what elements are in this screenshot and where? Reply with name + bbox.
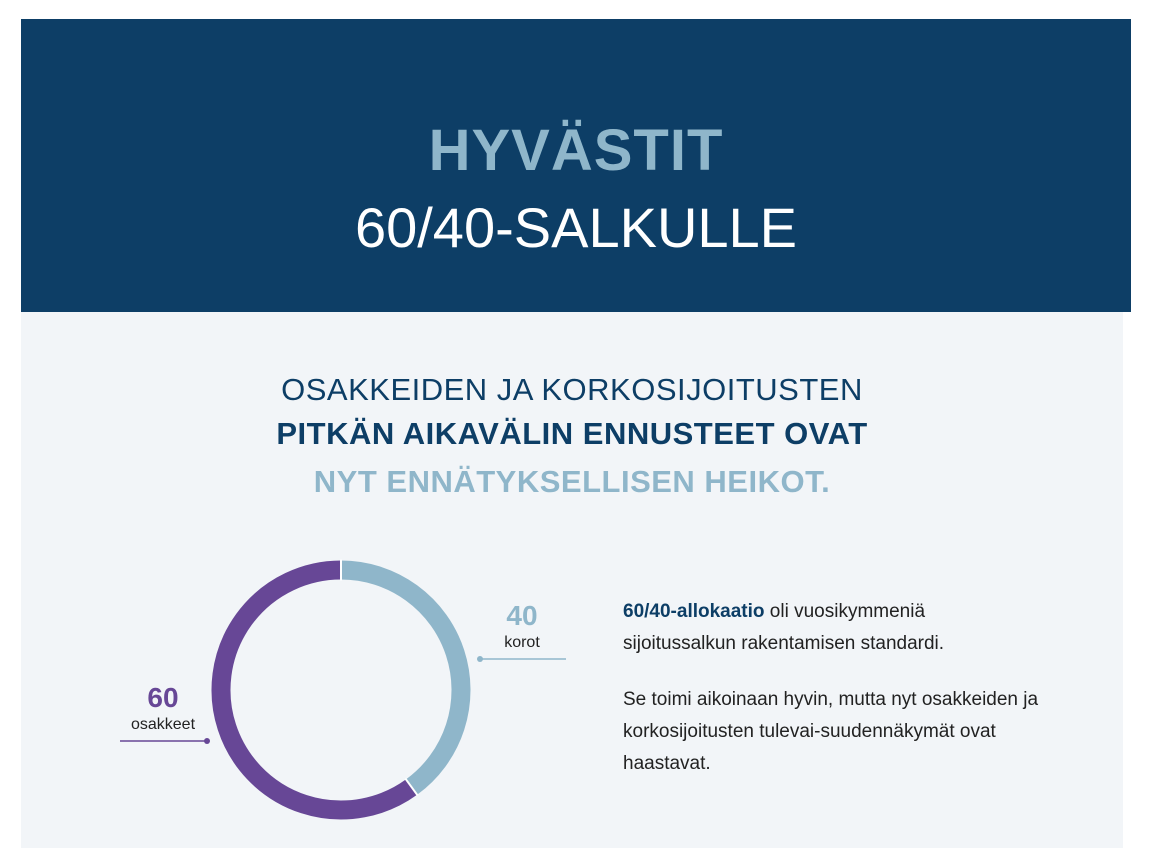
title-line-1: HYVÄSTIT	[428, 118, 724, 183]
paragraph-1-bold: 60/40-allokaatio	[623, 601, 765, 622]
donut-chart	[21, 312, 621, 848]
osakkeet-value-label: 60	[147, 682, 179, 713]
korot-category-label: korot	[504, 634, 540, 651]
paragraph-1-text: oli vuosikymmeniä sijoitussalkun rakentamisen standardi.	[623, 601, 945, 654]
osakkeet-leader-dot	[204, 738, 210, 744]
header-banner	[21, 19, 1131, 312]
korot-leader-dot	[477, 656, 483, 662]
korot-value-label: 40	[506, 600, 538, 631]
title-line-2: 60/40-SALKULLE	[354, 196, 798, 259]
donut-slice-korot	[341, 570, 461, 787]
subtitle-line-3: NYT ENNÄTYKSELLISEN HEIKOT.	[313, 464, 831, 499]
content-panel	[21, 312, 1123, 848]
paragraph-2: Se toimi aikoinaan hyvin, mutta nyt osakkeiden ja korkosijoitusten tulevai-suudennäkymät ovat haastavat.	[623, 689, 1039, 774]
subtitle-line-2: PITKÄN AIKAVÄLIN ENNUSTEET OVAT	[276, 416, 868, 451]
osakkeet-category-label: osakkeet	[130, 716, 196, 733]
paragraph-1	[623, 596, 1043, 660]
subtitle-line-1: OSAKKEIDEN JA KORKOSIJOITUSTEN	[281, 372, 863, 407]
donut-slice-osakkeet	[221, 570, 412, 810]
